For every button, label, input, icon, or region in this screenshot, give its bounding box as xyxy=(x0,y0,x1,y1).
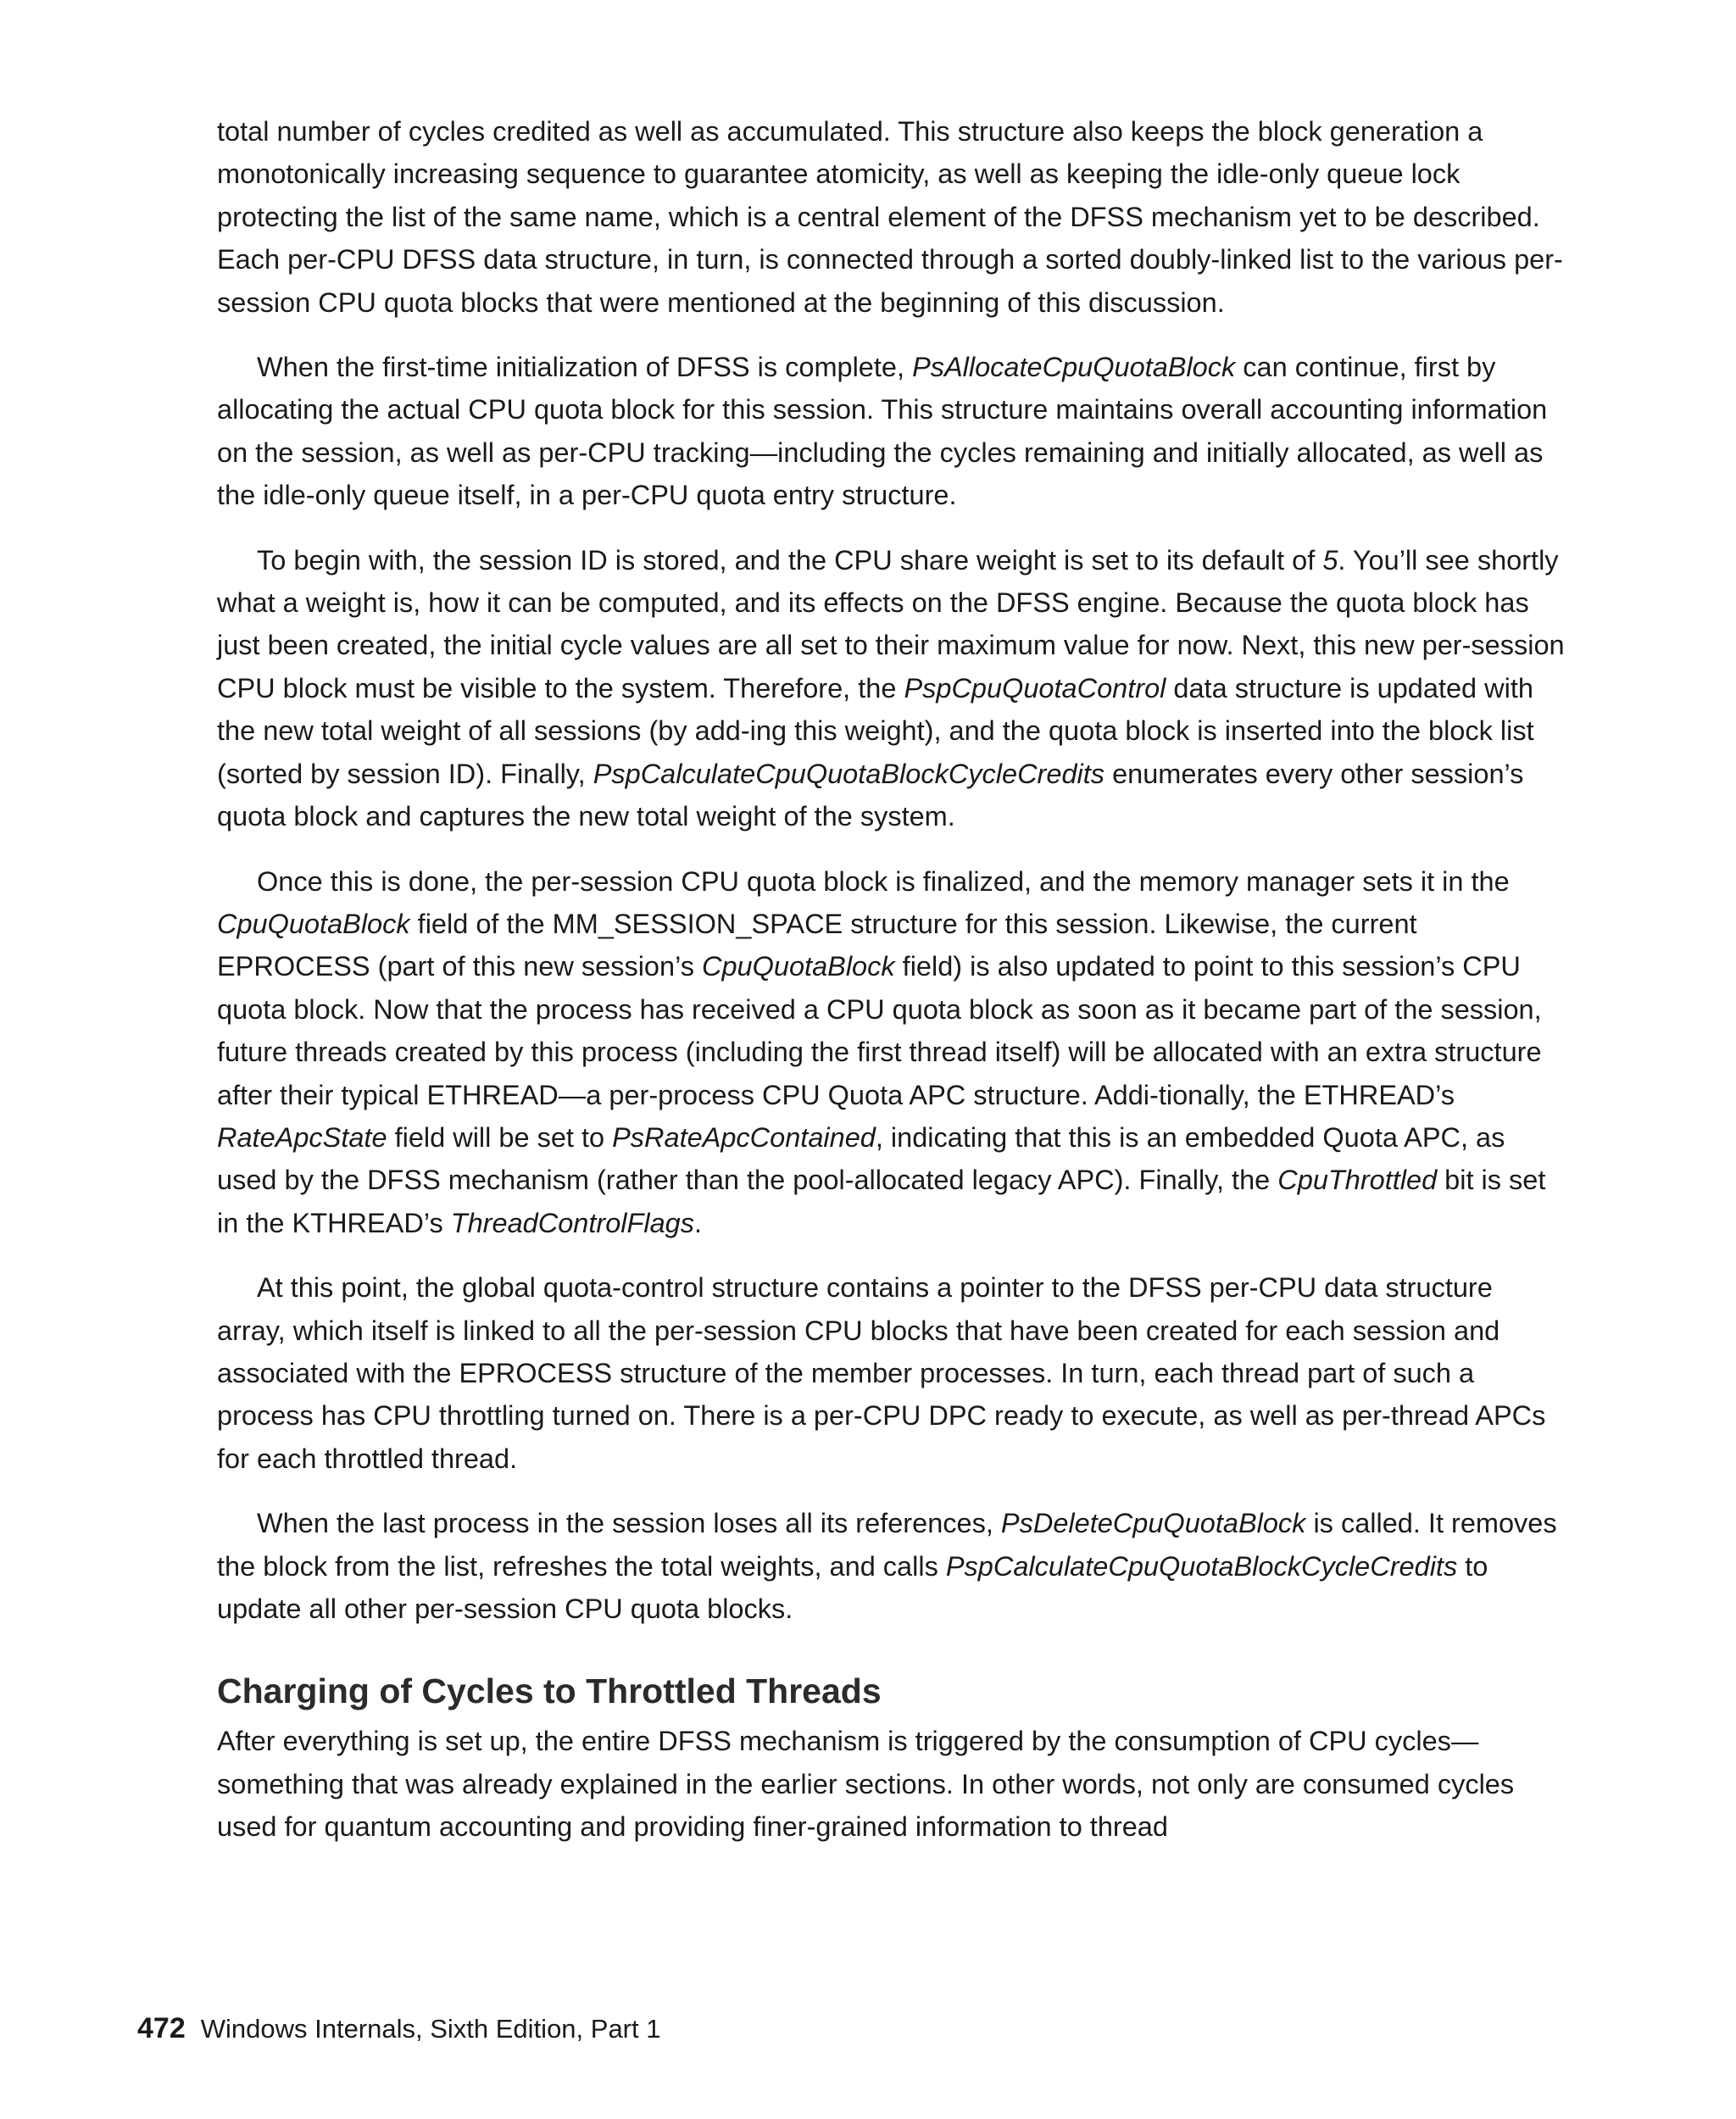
text-run: field of the MM_SESSION_SPACE structure for this session. Likewise, the current EPROCESS (part of this new session’s xyxy=(217,908,1417,982)
text-run: Once this is done, the per-session CPU quota block is finalized, and the memory manager sets it in the xyxy=(257,865,1510,897)
page-body xyxy=(217,110,1565,1871)
text-run: . xyxy=(693,1207,702,1238)
text-run: field will be set to xyxy=(387,1121,613,1153)
paragraph-6 xyxy=(217,1502,1565,1630)
paragraph-4 xyxy=(217,860,1565,1245)
field-name: CpuQuotaBlock xyxy=(702,951,895,982)
field-name: ThreadControlFlags xyxy=(450,1207,694,1238)
text-run: enumerates every other session’s quota block and captures the new total weight of the system. xyxy=(217,758,1524,832)
paragraph-5 xyxy=(217,1266,1565,1480)
text-run: bit is set in the KTHREAD’s xyxy=(217,1165,1546,1238)
text-run: To begin with, the session ID is stored, and the CPU share weight is set to its default of xyxy=(257,544,1323,576)
constant-name: PsRateApcContained xyxy=(612,1121,876,1153)
section-heading: Charging of Cycles to Throttled Threads xyxy=(217,1671,882,1711)
function-name: PsAllocateCpuQuotaBlock xyxy=(912,352,1236,383)
book-title: Windows Internals, Sixth Edition, Part 1 xyxy=(200,2014,661,2044)
section-paragraph: After everything is set up, the entire DFSS mechanism is triggered by the consumption of CPU cycles—something that was already explained in the earlier sections. In other words, not only are consumed cycles used for quantum accounting and providing finer-grained information to thread xyxy=(217,1726,1515,1843)
paragraph-1 xyxy=(217,110,1565,324)
emphasis-value: 5 xyxy=(1322,544,1338,576)
text-run: , indicating that this is an embedded Quota APC, as used by the DFSS mechanism (rather than the pool-allocated legacy APC). Finally, the xyxy=(217,1121,1505,1196)
text-run: . You’ll see shortly what a weight is, how it can be computed, and its effects on the DFSS engine. Because the quota block has just been created, the initial cycle values are all set to their maximum value for now. Next, this new per-session CPU block must be visible to the system. Therefore, the xyxy=(217,544,1565,704)
field-name: CpuQuotaBlock xyxy=(217,908,410,939)
paragraph-3 xyxy=(217,539,1565,838)
field-name: RateApcState xyxy=(217,1121,387,1153)
text-run: can continue, first by allocating the actual CPU quota block for this session. This structure maintains overall accounting information on the session, as well as per-CPU tracking—including the cycles remaining and initially allocated, as well as the idle-only queue itself, in a per-CPU quota entry structure. xyxy=(217,352,1548,511)
function-name: PsDeleteCpuQuotaBlock xyxy=(1000,1508,1306,1539)
text-run: to update all other per-session CPU quota blocks. xyxy=(217,1550,1488,1624)
text-run: When the last process in the session loses all its references, xyxy=(257,1508,1001,1539)
text-run: field) is also updated to point to this session’s CPU quota block. Now that the process has received a CPU quota block as soon as it became part of the session, future threads created by this process (including the first thread itself) will be allocated with an extra structure after their typical ETHREAD—a per-process CPU Quota APC structure. Addi-tionally, the ETHREAD’s xyxy=(217,951,1542,1110)
text-run: is called. It removes the block from the list, refreshes the total weights, and calls xyxy=(217,1508,1557,1582)
paragraph-2 xyxy=(217,346,1565,517)
text-run: At this point, the global quota-control structure contains a pointer to the DFSS per-CPU data structure array, which itself is linked to all the per-session CPU blocks that have been created for each session and associated with the EPROCESS structure of the member processes. In turn, each thread part of such a process has CPU throttling turned on. There is a per-CPU DPC ready to execute, as well as per-thread APCs for each throttled thread. xyxy=(217,1272,1546,1474)
text-run: total number of cycles credited as well as accumulated. This structure also keeps the block generation a monotonically increasing sequence to guarantee atomicity, as well as keeping the idle-only queue lock protecting the list of the same name, which is a central element of the DFSS mechanism yet to be described. Each per-CPU DFSS data structure, in turn, is connected through a sorted doubly-linked list to the various per-session CPU quota blocks that were mentioned at the beginning of this discussion. xyxy=(217,116,1563,318)
field-name: CpuThrottled xyxy=(1277,1165,1438,1196)
function-name: PspCalculateCpuQuotaBlockCycleCredits xyxy=(593,758,1105,789)
function-name: PspCalculateCpuQuotaBlockCycleCredits xyxy=(945,1550,1458,1582)
structure-name: PspCpuQuotaControl xyxy=(904,672,1166,704)
page-footer xyxy=(137,2010,660,2048)
text-run: data structure is updated with the new total weight of all sessions (by add-ing this weight), and the quota block is inserted into the block list (sorted by session ID). Finally, xyxy=(217,672,1534,789)
page-number: 472 xyxy=(137,2012,186,2044)
text-run: When the first-time initialization of DFSS is complete, xyxy=(257,352,913,383)
